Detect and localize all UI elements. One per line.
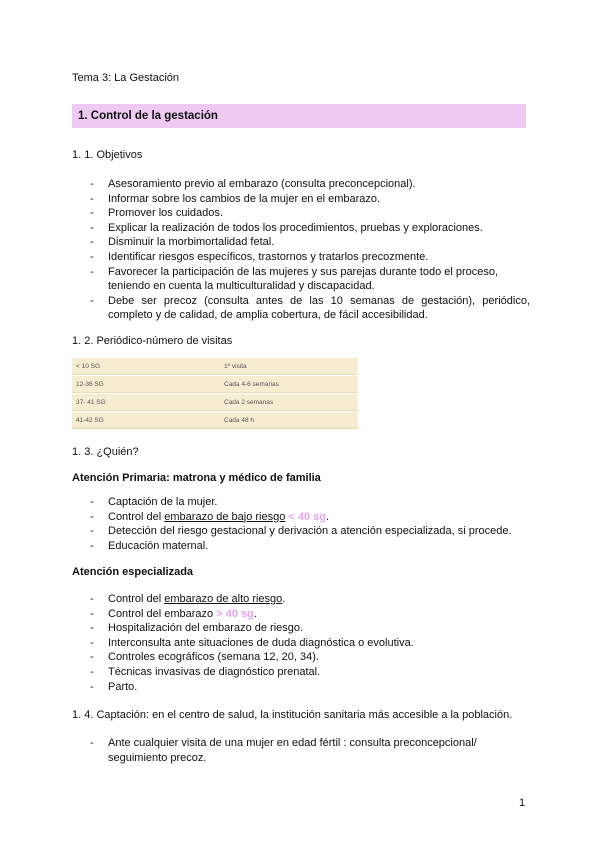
primaria-list xyxy=(90,495,530,553)
list-item: - Debe ser precoz (consulta antes de las 10 semanas de gestación), periódico, completo y de calidad, de amplia cobertura, de fácil accesibilidad. xyxy=(90,294,530,323)
primaria-title: Atención Primaria: matrona y médico de familia xyxy=(72,472,321,484)
text: . xyxy=(282,593,286,605)
list-item: - Informar sobre los cambios de la mujer en el embarazo. xyxy=(90,192,530,207)
table-cell: 1ª visita xyxy=(220,358,358,375)
document-title: Tema 3: La Gestación xyxy=(72,72,180,84)
text: Control del embarazo xyxy=(108,607,214,620)
list-item: - Disminuir la morbimortalidad fetal. xyxy=(90,235,530,250)
underlined-text: embarazo de alto riesgo xyxy=(164,593,283,605)
table-cell: Cada 4-6 semanas xyxy=(220,376,358,393)
table-cell: < 10 SG xyxy=(72,358,220,375)
list-item: - Detección del riesgo gestacional y derivación a atención especializada, si procede. xyxy=(90,524,530,539)
list-item: - Controles ecográficos (semana 12, 20, 34). xyxy=(90,650,530,665)
list-item: - Interconsulta ante situaciones de duda diagnóstica o evolutiva. xyxy=(90,636,530,651)
list-item: - Favorecer la participación de las mujeres y sus parejas durante todo el proceso, teniendo en cuenta la multiculturalidad y discapacidad. xyxy=(90,265,530,294)
list-item: - Técnicas invasivas de diagnóstico prenatal. xyxy=(90,665,530,680)
underlined-text: embarazo de bajo riesgo xyxy=(164,510,286,523)
highlight-text: > 40 sg xyxy=(213,607,254,620)
visits-table xyxy=(72,357,358,430)
list-item xyxy=(90,607,530,622)
table-cell: 41-42 SG xyxy=(72,412,220,429)
table-cell: 37- 41 SG xyxy=(72,394,220,411)
list-item: - Promover los cuidados. xyxy=(90,206,530,221)
table-cell: 12-36 SG xyxy=(72,376,220,393)
list-item: - Ante cualquier visita de una mujer en edad fértil : consulta preconcepcional/ seguimiento precoz. xyxy=(90,736,490,765)
text: Control del xyxy=(108,593,165,605)
table-cell: Cada 48 h xyxy=(220,412,358,429)
page-number: 1 xyxy=(519,797,526,809)
subheading-quien: 1. 3. ¿Quién? xyxy=(72,446,139,458)
text: . xyxy=(253,607,257,620)
list-item: - Explicar la realización de todos los procedimientos, pruebas y exploraciones. xyxy=(90,221,530,236)
objetivos-list xyxy=(90,177,530,323)
section-heading: 1. Control de la gestación xyxy=(72,104,526,128)
list-item: - Asesoramiento previo al embarazo (consulta preconcepcional). xyxy=(90,177,530,192)
table-row xyxy=(72,358,358,375)
list-item: - Parto. xyxy=(90,680,530,695)
especializada-list xyxy=(90,592,530,694)
list-item xyxy=(90,592,530,607)
subheading-captacion: 1. 4. Captación: en el centro de salud, la institución sanitaria más accesible a la población. xyxy=(72,709,513,721)
table-row xyxy=(72,394,358,411)
list-item xyxy=(90,510,530,525)
text: . xyxy=(326,510,330,523)
subheading-visitas: 1. 2. Periódico-número de visitas xyxy=(72,335,233,347)
list-item: - Hospitalización del embarazo de riesgo. xyxy=(90,621,530,636)
especializada-title: Atención especializada xyxy=(72,566,194,578)
list-item: - Educación maternal. xyxy=(90,539,530,554)
text: Control del xyxy=(108,510,165,523)
table-row xyxy=(72,412,358,429)
table-cell: Cada 2 semanas xyxy=(220,394,358,411)
highlight-text: < 40 sg xyxy=(285,510,327,523)
captacion-list xyxy=(90,736,490,765)
subheading-objetivos: 1. 1. Objetivos xyxy=(72,149,143,161)
list-item: - Captación de la mujer. xyxy=(90,495,530,510)
table-row xyxy=(72,376,358,393)
list-item: - Identificar riesgos específicos, trastornos y tratarlos precozmente. xyxy=(90,250,530,265)
